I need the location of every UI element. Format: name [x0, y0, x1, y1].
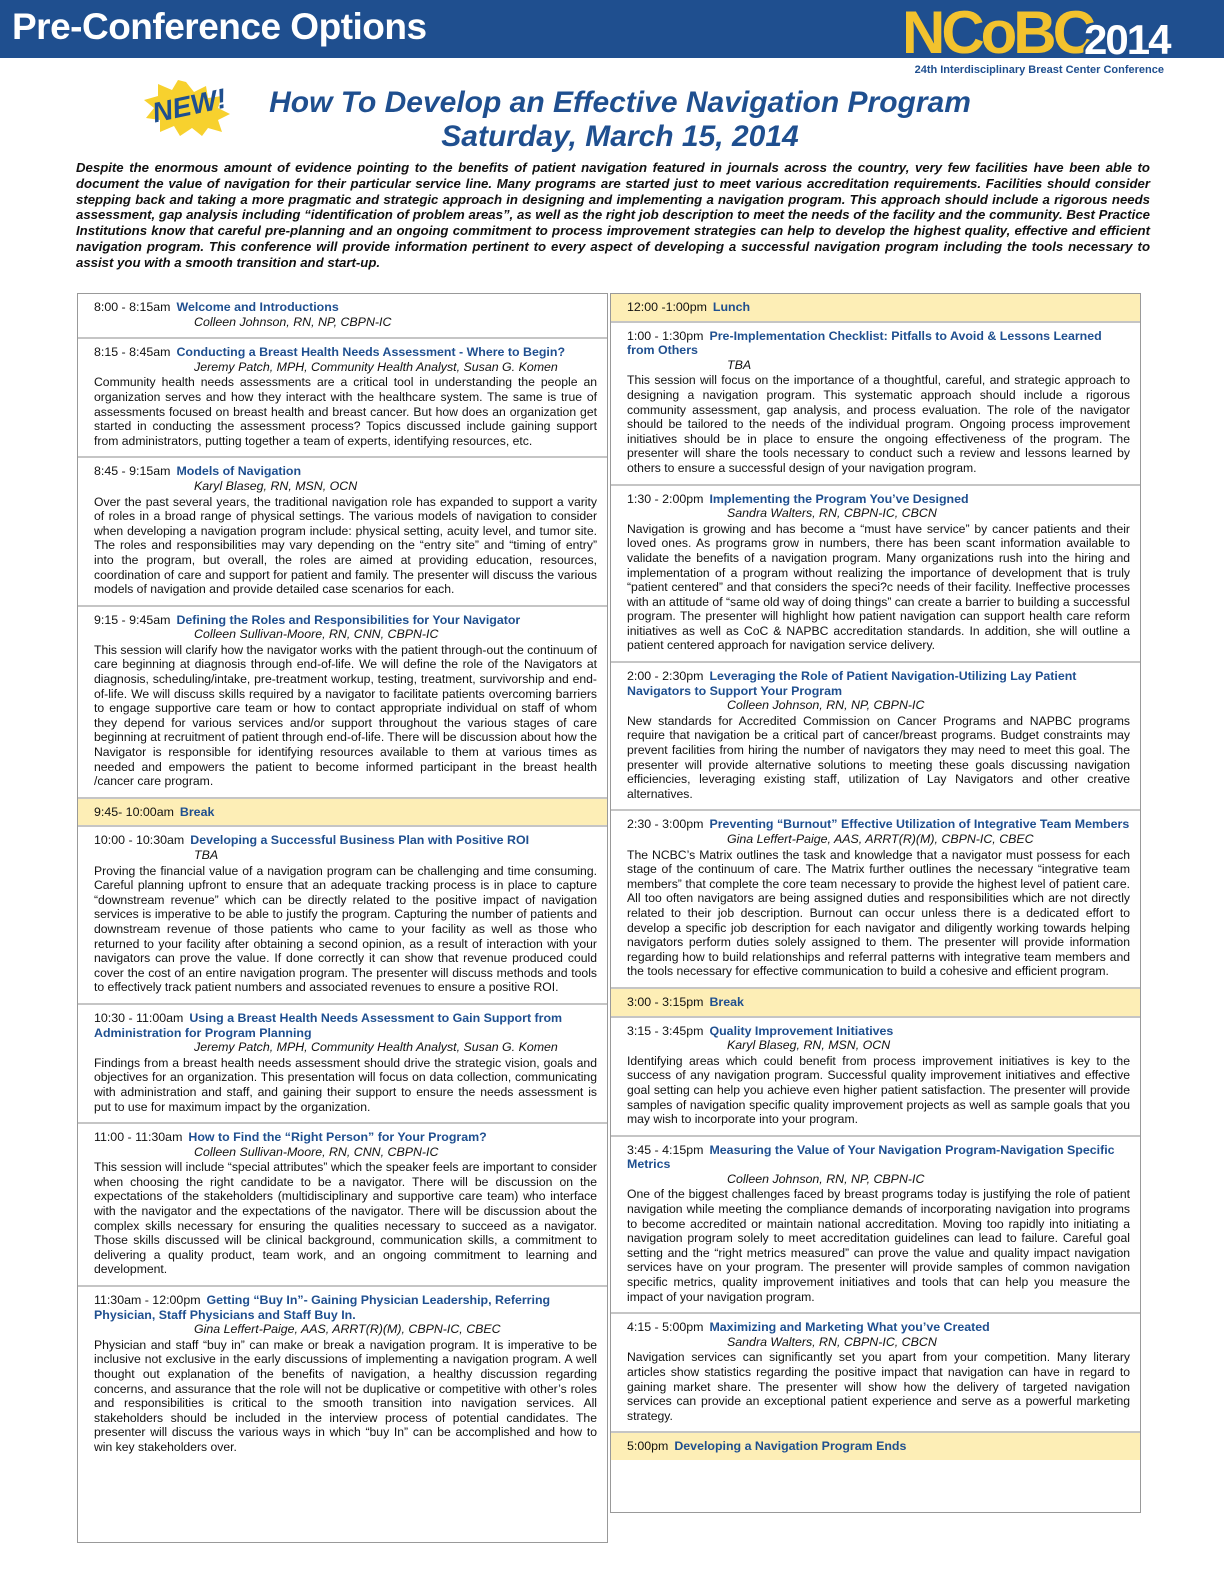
session-time: 11:00 - 11:30am [94, 1130, 183, 1145]
session-header [94, 1011, 597, 1040]
schedule-session [611, 1018, 1140, 1137]
session-speaker: Karyl Blaseg, RN, MSN, OCN [727, 1038, 891, 1053]
session-time: 3:45 - 4:15pm [627, 1142, 704, 1157]
session-time: 8:00 - 8:15am [94, 300, 171, 314]
session-header [627, 492, 1130, 507]
schedule-session [611, 486, 1140, 664]
session-time: 4:15 - 5:00pm [627, 1320, 704, 1335]
session-speaker: Gina Leffert-Paige, AAS, ARRT(R)(M), CBPN-IC, CBEC [194, 1322, 501, 1337]
session-speaker: Sandra Walters, RN, CBPN-IC, CBCN [727, 506, 937, 521]
schedule-session [78, 1005, 607, 1124]
new-badge: NEW! [149, 82, 229, 129]
session-title: Quality Improvement Initiatives [709, 1023, 894, 1038]
session-description: The NCBC’s Matrix outlines the task and knowledge that a navigator must possess for each stage of the continuum of care. The Matrix further outlines the necessary “integrative team members” that complete the core team necessary to provide the highest level of patient care. All too often navigators are being assigned duties and responsibilities which are not directly related to their job description. Burnout can occur unless there is a dedicated effort to develop a specific job description for each navigator and diligently working towards helping navigators perform duties solely assigned to them. The presenter will provide information regarding how to build relationships and referral patterns with integrative team members and the tools necessary for effective communication to build a cohesive and efficient program. [627, 847, 1130, 979]
session-title: Pre-Implementation Checklist: Pitfalls to Avoid & Lessons Learned from Others [627, 328, 1102, 358]
session-time: 10:00 - 10:30am [94, 833, 185, 848]
session-description: Physician and staff “buy in” can make or break a navigation program. It is imperative to be inclusive not exclusive in the early discussions of implementing a navigation program. A well thought out explanation of the benefits of navigation, a healthy discussion regarding concerns, and assurance that the role will not be duplicative or competitive with other’s roles and responsibilities is critical to the smooth transition into navigation services. All stakeholders should be included in the interview process of potential candidates. The presenter will discuss the various ways in which “buy In” can be accomplished and how to win key stakeholders over. [94, 1337, 597, 1454]
session-header [627, 995, 1130, 1010]
session-description: Findings from a breast health needs assessment should drive the strategic vision, goals and objectives for an organization. This presentation will focus on data collection, communicating with administration and staff, and gaining their support to ensure the needs assessment is put to use for maximum impact by the organization. [94, 1055, 597, 1114]
session-time: 3:00 - 3:15pm [627, 994, 704, 1009]
session-header [627, 329, 1130, 358]
session-time: 2:00 - 2:30pm [627, 669, 704, 684]
session-header [94, 1293, 597, 1322]
session-time: 5:00pm [627, 1439, 669, 1454]
session-header [627, 817, 1130, 832]
schedule-session [611, 323, 1140, 486]
page-title [230, 86, 1010, 154]
session-time: 11:30am - 12:00pm [94, 1293, 201, 1308]
session-description: Identifying areas which could benefit from process improvement initiatives is key to the success of any navigation program. Successful quality improvement initiatives and effective goal setting can help you achieve even higher patient satisfaction. The presenter will provide samples of navigation specific quality improvement projects as well as sample goals that you may wish to incorporate into your program. [627, 1053, 1130, 1127]
schedule-session [78, 458, 607, 606]
session-header [94, 300, 597, 315]
schedule-break-row [78, 799, 607, 828]
session-speaker: Jeremy Patch, MPH, Community Health Analyst, Susan G. Komen [194, 1040, 558, 1055]
session-title: Maximizing and Marketing What you’ve Created [709, 1320, 990, 1335]
session-speaker: Jeremy Patch, MPH, Community Health Analyst, Susan G. Komen [194, 359, 558, 374]
session-speaker: Colleen Sullivan-Moore, RN, CNN, CBPN-IC [194, 627, 439, 642]
session-header [94, 805, 597, 820]
session-title: Welcome and Introductions [176, 300, 339, 314]
session-description: New standards for Accredited Commission on Cancer Programs and NAPBC programs require that navigation be a critical part of cancer/breast programs. Budget constraints may prevent facilities from hiring the number of navigators they may need to meet this goal. The presenter will provide alternative solutions to meeting these goals discussing navigation efficiencies, leveraging existing staff, utilization of Lay Navigators and other creative alternatives. [627, 713, 1130, 801]
session-time: 8:15 - 8:45am [94, 345, 171, 360]
schedule-left-column [77, 293, 608, 1543]
page-date: Saturday, March 15, 2014 [441, 120, 799, 153]
logo-year: 2014 [1084, 16, 1170, 63]
intro-paragraph: Despite the enormous amount of evidence pointing to the benefits of patient navigation featured in journals across the country, very few facilities have been able to document the value of navigation for their particular service line. Many programs are started just to meet various accreditation requirements. Facilities should consider stepping back and taking a more pragmatic and strategic approach in designing and implementing a navigation program. This approach should include a rigorous needs assessment, gap analysis including “identification of problem areas”, as well as the right job description to meet the needs of the facility and the community. Best Practice Institutions know that careful pre-planning and an ongoing commitment to process improvement strategies can help to develop the highest quality, effective and efficient navigation program. This conference will provide information pertinent to every aspect of developing a successful navigation program including the tools necessary to assist you with a smooth transition and start-up. [76, 160, 1150, 270]
session-time: 2:30 - 3:00pm [627, 817, 704, 832]
session-description: Navigation services can significantly set you apart from your competition. Many literary articles show statistics regarding the positive impact that navigation can have in regard to gaining market share. The presenter will show how the delivery of targeted navigation services can provide an exceptional patient experience and serve as a powerful marketing strategy. [627, 1350, 1130, 1423]
session-title: Developing a Navigation Program Ends [674, 1439, 907, 1454]
session-title: Defining the Roles and Responsibilities for Your Navigator [176, 612, 521, 627]
schedule-session [611, 811, 1140, 989]
schedule-right-column [610, 293, 1141, 1513]
session-title: Developing a Successful Business Plan with Positive ROI [190, 833, 530, 848]
session-title: Implementing the Program You’ve Designed [709, 491, 969, 506]
session-title: Conducting a Breast Health Needs Assessment - Where to Begin? [176, 345, 566, 360]
session-description: Navigation is growing and has become a “must have service” by cancer patients and their loved ones. As programs grow in numbers, there has been scant information available to validate the benefits of a navigation program. Many organizations rush into the hiring and implementation of a program without realizing the importance of development that is truly “patient centered” and that considers the speci?c needs of their facility. Ineffective processes with an attitude of “same old way of doing things” can create a barrier to building a successful program. The presenter will highlight how patient navigation can support health care reform initiatives as well as CoC & NAPBC accreditation standards. In addition, she will outline a patient centered approach for navigation service delivery. [627, 521, 1130, 653]
session-title: Preventing “Burnout” Effective Utilization of Integrative Team Members [709, 817, 1130, 832]
session-description: Proving the financial value of a navigation program can be challenging and time consuming. Careful planning upfront to ensure that an adequate tracking process is in place to capture “downstream revenue” which can be directly related to the positive impact of navigation services is imperative to be able to justify the program. Capturing the number of patients and downstream revenue of those patients who came to your facility as well as those who returned to your facility after obtaining a second opinion, as a result of interaction with your navigators can prove the value. If done correctly it can show that revenue produced could cover the cost of an entire navigation program. The presenter will discuss methods and tools to effectively track patient numbers and associated revenues to ensure a positive ROI. [94, 863, 597, 995]
session-header [94, 1130, 597, 1145]
session-title: Leveraging the Role of Patient Navigation-Utilizing Lay Patient Navigators to Support Your Program [627, 669, 1077, 698]
session-header [627, 1439, 1130, 1454]
schedule-session [78, 607, 607, 799]
session-description: This session will include “special attributes” which the speaker feels are important to consider when choosing the right candidate to be a navigator. There will be discussion on the expectations of the stakeholders (multidisciplinary and supportive care team) who interface with the navigator and the expectations of the navigator. There will be discussion about the complex skills necessary for ensuring the qualities necessary to succeed as a navigator. Those skills discussed will be clinical background, communication skills, a commitment to delivering a quality product, team work, and an ongoing commitment to learning and development. [94, 1160, 597, 1277]
ncbc-logo [902, 0, 1202, 76]
schedule-session [78, 294, 607, 339]
session-time: 10:30 - 11:00am [94, 1010, 184, 1025]
session-title: Getting “Buy In”- Gaining Physician Leadership, Referring Physician, Staff Physicians and Staff Buy In. [94, 1293, 551, 1322]
session-title: Using a Breast Health Needs Assessment to Gain Support from Administration for Program Planning [94, 1010, 563, 1040]
header-title: Pre-Conference Options [12, 6, 427, 47]
session-description: This session will clarify how the navigator works with the patient through-out the continuum of care beginning at diagnosis through end-of-life. We will define the role of the Navigators at diagnosis, scheduling/intake, pre-treatment workup, testing, treatment, survivorship and end-of-life. We will discuss skills required by a navigator to facilitate patients overcoming barriers to engage supportive care team or how to contact appropriate individual on staff of whom they depend for various services and/or support throughout the various stages of care beginning at recruitment of patient through end-of-life. There will be discussion about how the Navigator is responsible for identifying resources available to them at various times as needed and empowers the patient to become informed participant in the breast health /cancer care program. [94, 642, 597, 789]
schedule-session [611, 663, 1140, 811]
session-title: Break [179, 804, 215, 819]
page-title-line: How To Develop an Effective Navigation Program [269, 86, 971, 119]
session-title: Break [709, 994, 744, 1009]
session-speaker: Karyl Blaseg, RN, MSN, OCN [194, 478, 358, 493]
session-header [627, 1143, 1130, 1172]
schedule-session [78, 827, 607, 1005]
schedule-break-row [611, 989, 1140, 1018]
session-time: 1:00 - 1:30pm [627, 328, 704, 343]
session-title: Measuring the Value of Your Navigation Program-Navigation Specific Metrics [627, 1142, 1115, 1172]
schedule-session [78, 339, 607, 458]
session-description: This session will focus on the importance of a thoughtful, careful, and strategic approach to designing a navigation program. This systematic approach should include a rigorous community assessment, gap analysis, and process evaluation. The role of the navigator should be tailored to the needs of the individual program. Ongoing process improvement initiatives should be in place to ensure the ongoing effectiveness of the program. The presenter will share the tools necessary to conduct such a review and lessons learned by others to ensure a successful design of your navigation program. [627, 373, 1130, 475]
session-time: 1:30 - 2:00pm [627, 491, 704, 506]
schedule-break-row [611, 1433, 1140, 1460]
schedule-session [78, 1124, 607, 1287]
session-speaker: Gina Leffert-Paige, AAS, ARRT(R)(M), CBPN-IC, CBEC [727, 832, 1034, 846]
session-speaker: TBA [727, 357, 752, 372]
session-time: 9:45- 10:00am [94, 804, 174, 819]
session-time: 3:15 - 3:45pm [627, 1023, 704, 1038]
session-description: Over the past several years, the traditional navigation role has expanded to support a varity of roles in a broad range of physical settings. The various models of navigation to consider when developing a navigation program include: physical setting, acuity level, and tumor site. The roles and responsibilities may vary depending on the “entry site” and “timing of entry” into the program, but overall, the roles are aimed at providing education, resources, coordination of care and support for patient and family. The presenter will discuss the various models of navigation and provide detailed case scenarios for each. [94, 494, 597, 597]
session-description: One of the biggest challenges faced by breast programs today is justifying the role of patient navigation while meeting the compliance demands of incorporating navigation into programs to become accredited or maintain national accreditation. Moving too rapidly into initiating a navigation program solely to meet accreditation guidelines can lead to failure. Careful goal setting and the “right metrics measured” can prove the value and quality impact navigation services have on your program. The presenter will provide samples of common navigation specific metrics, quality improvement initiatives and tools that can help you measure the impact of your navigation program. [627, 1187, 1130, 1304]
session-header [94, 613, 597, 628]
session-header [627, 1024, 1130, 1039]
session-speaker: Colleen Johnson, RN, NP, CBPN-IC [194, 314, 392, 329]
session-header [94, 464, 597, 479]
session-header [627, 1320, 1130, 1335]
session-speaker: Colleen Sullivan-Moore, RN, CNN, CBPN-IC [194, 1144, 439, 1159]
session-time: 8:45 - 9:15am [94, 464, 171, 479]
logo-subtitle: 24th Interdisciplinary Breast Center Conference [914, 64, 1164, 76]
schedule-session [611, 1314, 1140, 1433]
session-title: Lunch [712, 300, 751, 314]
logo-text: NCoBC [902, 0, 1092, 66]
schedule-session [611, 1137, 1140, 1315]
session-speaker: Sandra Walters, RN, CBPN-IC, CBCN [727, 1334, 937, 1349]
session-header [94, 833, 597, 848]
session-speaker: Colleen Johnson, RN, NP, CBPN-IC [727, 1171, 925, 1186]
schedule-session [78, 1287, 607, 1463]
session-time: 9:15 - 9:45am [94, 612, 171, 627]
session-time: 12:00 -1:00pm [627, 300, 707, 314]
session-header [627, 669, 1130, 698]
session-header [627, 300, 1130, 315]
session-title: Models of Navigation [176, 464, 302, 479]
schedule-break-row [611, 294, 1140, 323]
session-speaker: Colleen Johnson, RN, NP, CBPN-IC [727, 698, 925, 713]
session-description: Community health needs assessments are a critical tool in understanding the people an organization serves and how they interact with the healthcare system. The same is true of assessments focused on breast health and breast cancer. But how does an organization get started in conducting the assessment process? Topics discussed include gaining support from administrators, putting together a team of experts, identifying resources, etc. [94, 375, 597, 448]
session-title: How to Find the “Right Person” for Your Program? [188, 1130, 487, 1145]
session-header [94, 345, 597, 360]
session-speaker: TBA [194, 848, 219, 862]
